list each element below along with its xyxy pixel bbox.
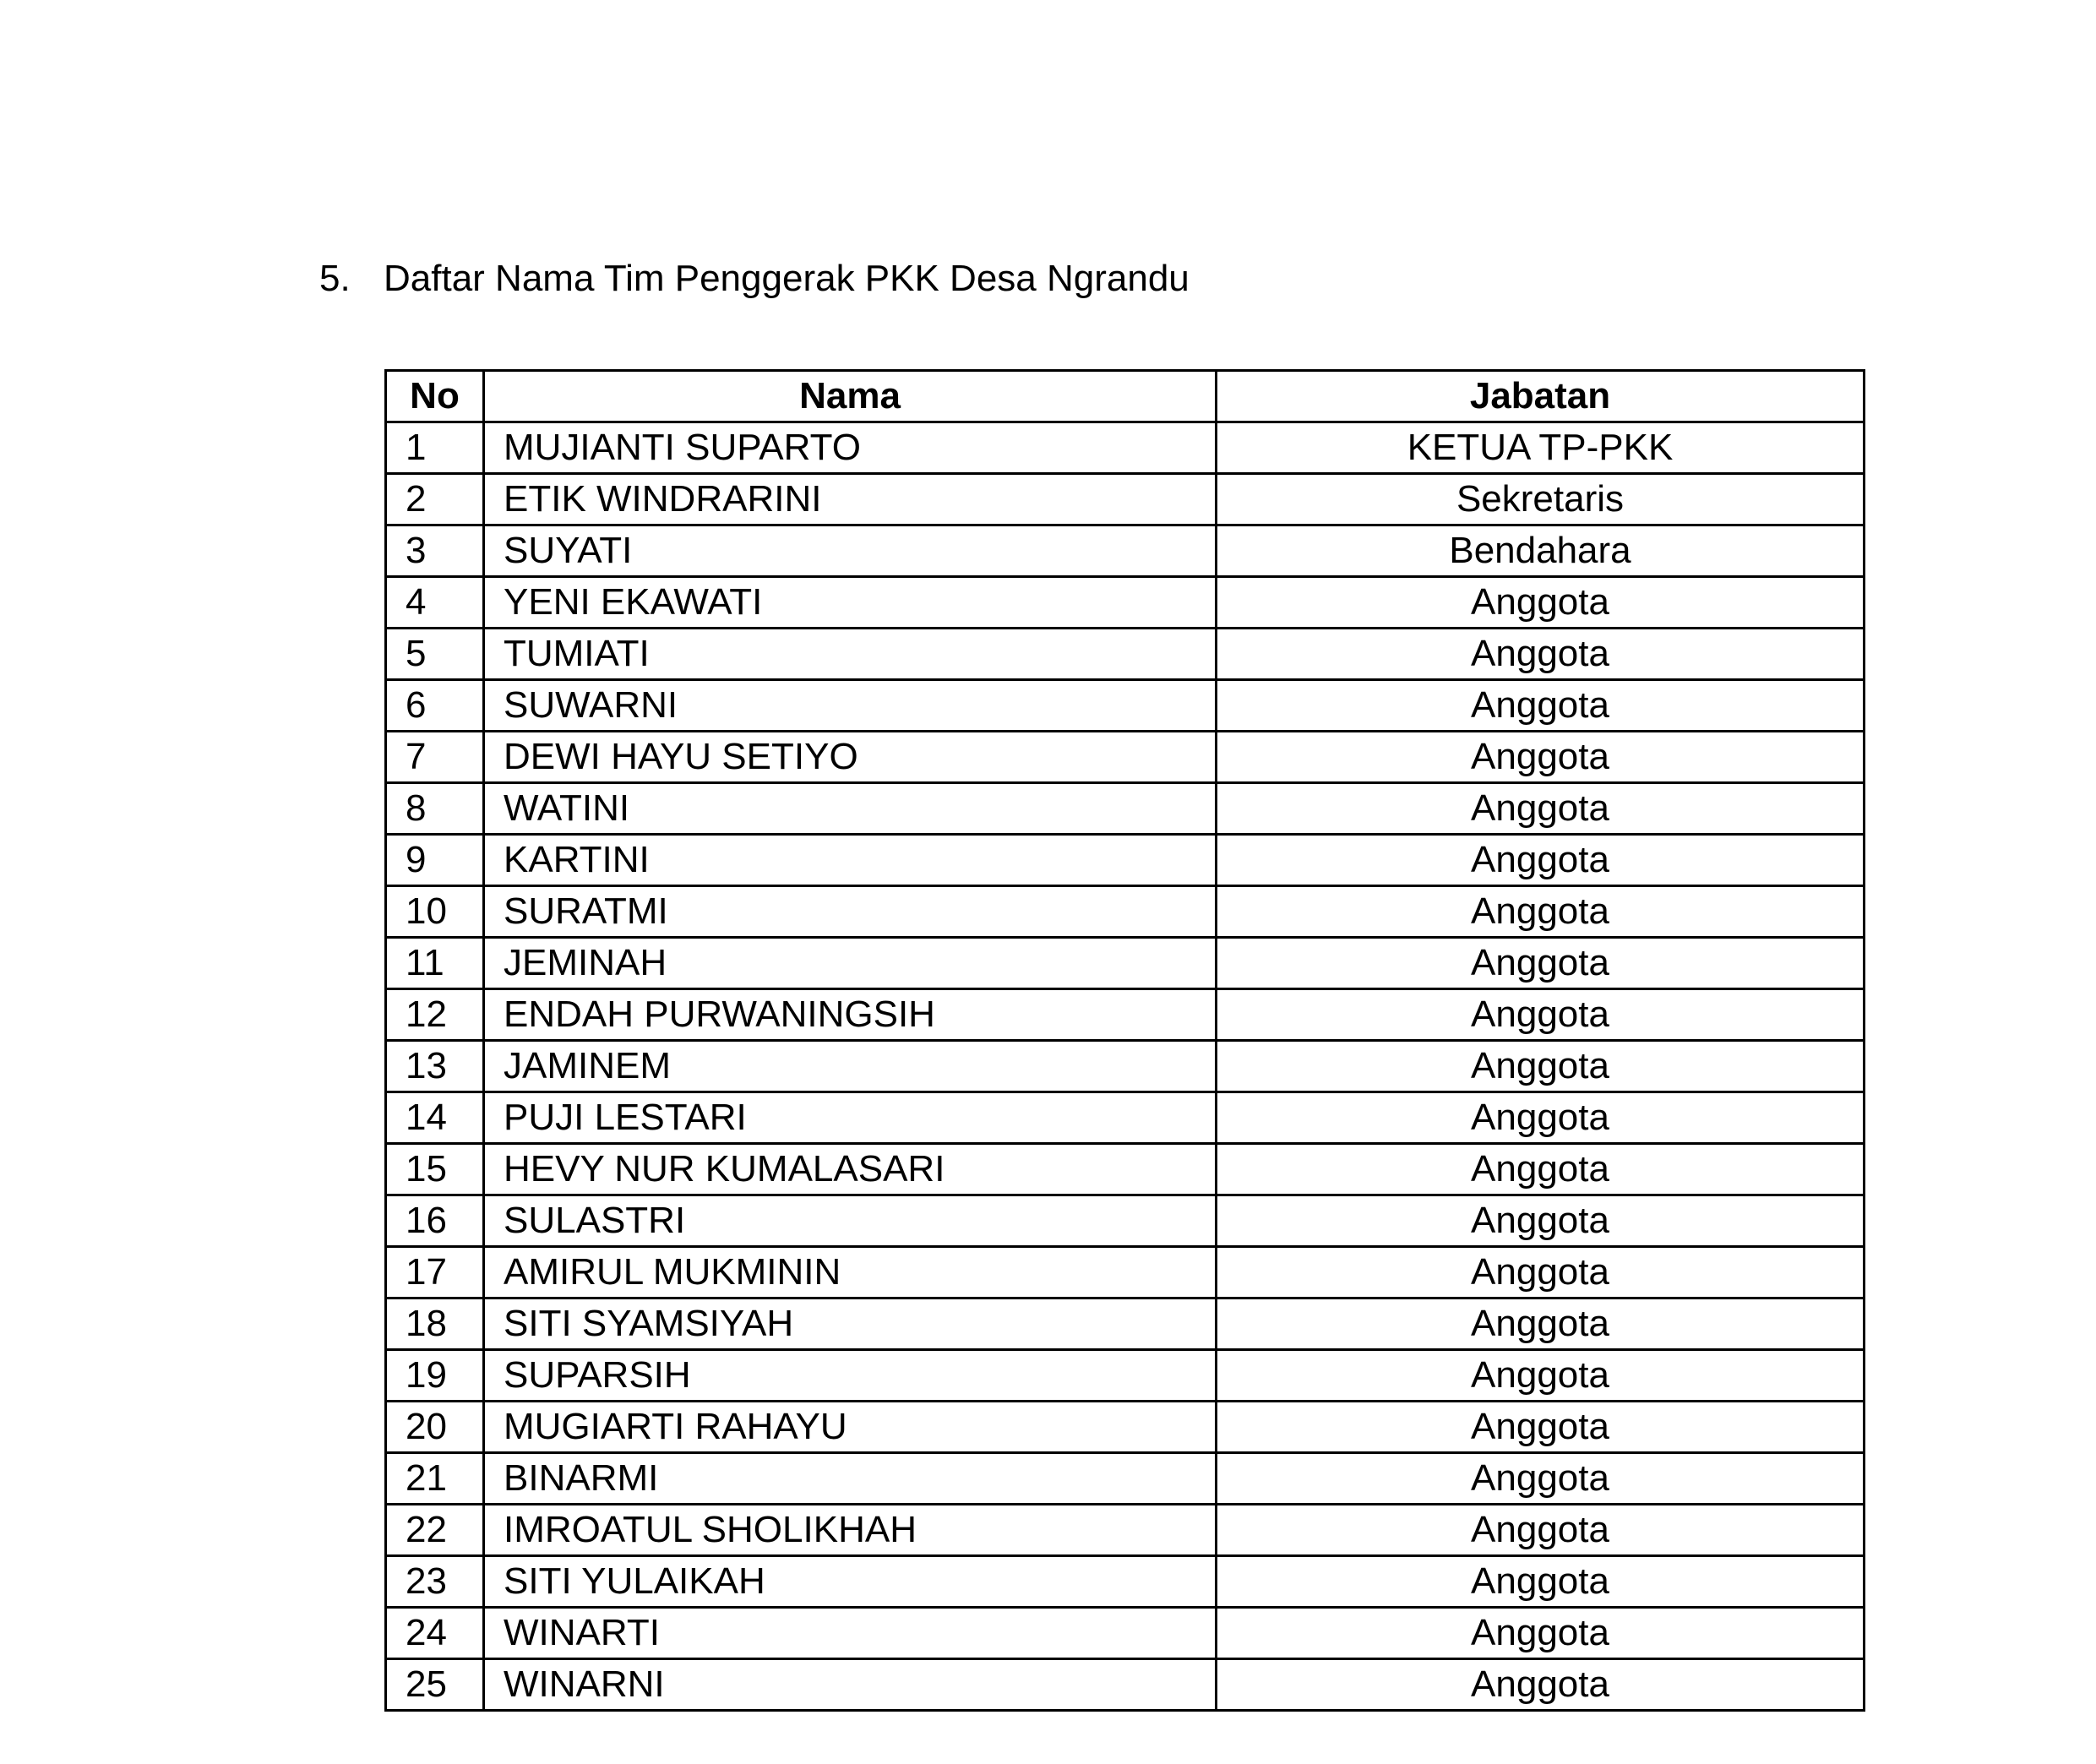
cell-jabatan: Anggota [1217,1195,1865,1247]
table-row [386,1041,1865,1092]
cell-jabatan: Anggota [1217,783,1865,835]
cell-jabatan: Anggota [1217,1505,1865,1556]
cell-nama: BINARMI [484,1453,1217,1505]
table-row [386,1453,1865,1505]
header-no: No [386,371,484,422]
cell-no: 7 [386,732,484,783]
cell-nama: MUJIANTI SUPARTO [484,422,1217,474]
cell-no: 1 [386,422,484,474]
cell-jabatan: Anggota [1217,732,1865,783]
cell-nama: SULASTRI [484,1195,1217,1247]
table-row [386,1402,1865,1453]
cell-nama: MUGIARTI RAHAYU [484,1402,1217,1453]
cell-nama: SITI YULAIKAH [484,1556,1217,1608]
table-row [386,1195,1865,1247]
table-row [386,422,1865,474]
table-row [386,1505,1865,1556]
table-row [386,474,1865,525]
cell-no: 5 [386,629,484,680]
cell-jabatan: Anggota [1217,835,1865,886]
cell-jabatan: Anggota [1217,1402,1865,1453]
table-row [386,1350,1865,1402]
cell-nama: SURATMI [484,886,1217,938]
cell-no: 18 [386,1298,484,1350]
cell-jabatan: Anggota [1217,1041,1865,1092]
table-row [386,525,1865,577]
cell-jabatan: Anggota [1217,680,1865,732]
cell-nama: JEMINAH [484,938,1217,989]
table-row [386,1144,1865,1195]
cell-jabatan: Anggota [1217,1144,1865,1195]
header-jabatan: Jabatan [1217,371,1865,422]
cell-no: 6 [386,680,484,732]
section-heading [319,253,1190,304]
table-row [386,1608,1865,1659]
table-row [386,835,1865,886]
cell-jabatan: Anggota [1217,938,1865,989]
table-row [386,886,1865,938]
cell-jabatan: Anggota [1217,1659,1865,1711]
pkk-member-table [384,369,1865,1712]
cell-nama: SUYATI [484,525,1217,577]
table-body [386,422,1865,1711]
table-row [386,1092,1865,1144]
cell-nama: SUPARSIH [484,1350,1217,1402]
cell-jabatan: Anggota [1217,1453,1865,1505]
cell-no: 20 [386,1402,484,1453]
cell-jabatan: Anggota [1217,577,1865,629]
cell-nama: ENDAH PURWANINGSIH [484,989,1217,1041]
cell-no: 16 [386,1195,484,1247]
cell-nama: WATINI [484,783,1217,835]
cell-jabatan: Anggota [1217,1092,1865,1144]
cell-no: 24 [386,1608,484,1659]
cell-jabatan: Anggota [1217,1608,1865,1659]
table-row [386,680,1865,732]
section-number: 5. [319,258,351,299]
cell-jabatan: Anggota [1217,989,1865,1041]
cell-jabatan: Anggota [1217,1247,1865,1298]
cell-no: 19 [386,1350,484,1402]
cell-jabatan: Anggota [1217,1556,1865,1608]
cell-jabatan: Anggota [1217,1298,1865,1350]
cell-no: 4 [386,577,484,629]
cell-nama: TUMIATI [484,629,1217,680]
cell-jabatan: Anggota [1217,886,1865,938]
cell-nama: ETIK WINDRARINI [484,474,1217,525]
cell-jabatan: Bendahara [1217,525,1865,577]
table-row [386,577,1865,629]
table-row [386,1556,1865,1608]
cell-nama: SITI SYAMSIYAH [484,1298,1217,1350]
cell-no: 25 [386,1659,484,1711]
cell-jabatan: KETUA TP-PKK [1217,422,1865,474]
cell-nama: JAMINEM [484,1041,1217,1092]
cell-no: 14 [386,1092,484,1144]
cell-nama: DEWI HAYU SETIYO [484,732,1217,783]
cell-no: 8 [386,783,484,835]
table-row [386,1659,1865,1711]
cell-no: 11 [386,938,484,989]
cell-nama: WINARTI [484,1608,1217,1659]
cell-no: 15 [386,1144,484,1195]
table-row [386,732,1865,783]
cell-nama: YENI EKAWATI [484,577,1217,629]
cell-no: 22 [386,1505,484,1556]
cell-jabatan: Anggota [1217,1350,1865,1402]
cell-nama: WINARNI [484,1659,1217,1711]
cell-no: 13 [386,1041,484,1092]
table-row [386,1298,1865,1350]
cell-no: 17 [386,1247,484,1298]
section-title: Daftar Nama Tim Penggerak PKK Desa Ngrandu [384,258,1190,299]
table-row [386,629,1865,680]
table-row [386,938,1865,989]
cell-no: 2 [386,474,484,525]
header-nama: Nama [484,371,1217,422]
cell-nama: AMIRUL MUKMININ [484,1247,1217,1298]
table-row [386,989,1865,1041]
cell-jabatan: Sekretaris [1217,474,1865,525]
cell-no: 23 [386,1556,484,1608]
table-row [386,783,1865,835]
cell-no: 21 [386,1453,484,1505]
cell-nama: HEVY NUR KUMALASARI [484,1144,1217,1195]
cell-no: 9 [386,835,484,886]
cell-nama: IMROATUL SHOLIKHAH [484,1505,1217,1556]
cell-nama: KARTINI [484,835,1217,886]
cell-jabatan: Anggota [1217,629,1865,680]
table-row [386,1247,1865,1298]
table-header-row [386,371,1865,422]
cell-no: 10 [386,886,484,938]
cell-no: 12 [386,989,484,1041]
cell-no: 3 [386,525,484,577]
cell-nama: SUWARNI [484,680,1217,732]
cell-nama: PUJI LESTARI [484,1092,1217,1144]
